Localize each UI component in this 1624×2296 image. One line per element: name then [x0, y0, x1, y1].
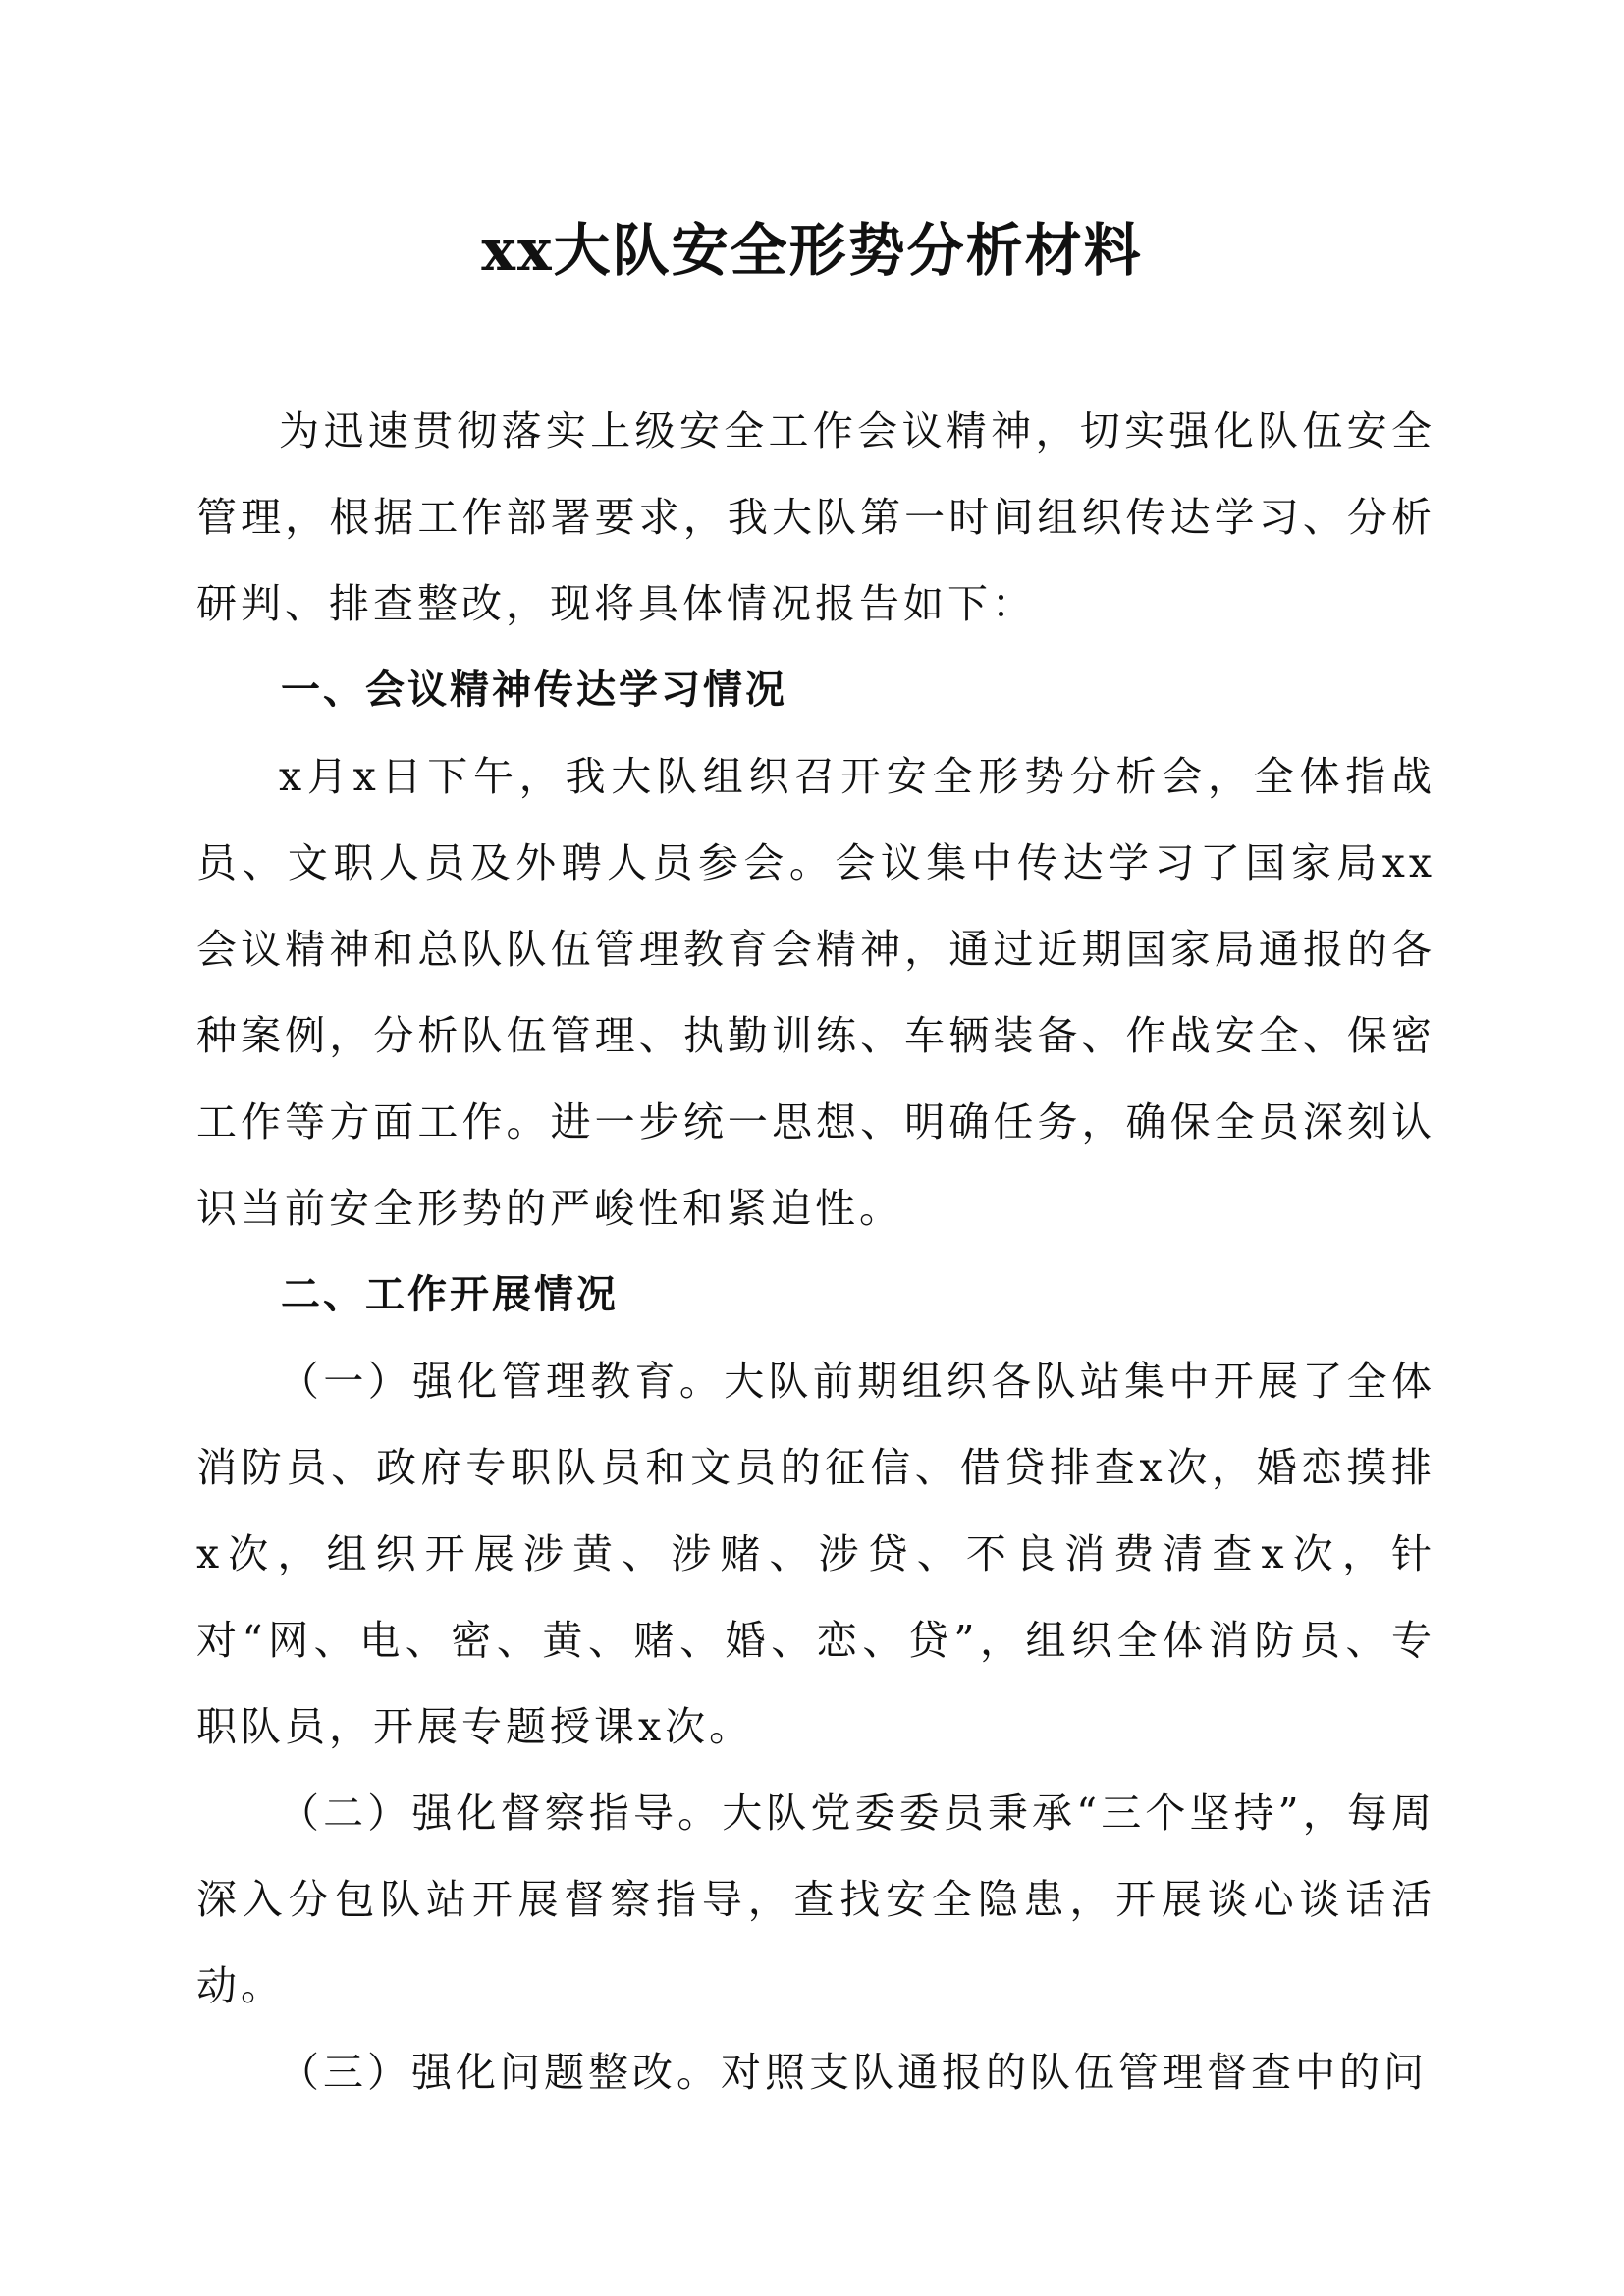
work-item-3-lead: （三）强化问题整改。: [279, 2049, 721, 2096]
work-item-3-text: 对照支队通报的队伍管理督查中的问: [721, 2049, 1428, 2096]
work-item-2-lead: （二）强化督察指导。: [279, 1789, 723, 1837]
work-item-1-text: 大队前期组织各队站集中开展了全体消防员、政府专职队员和文员的征信、借贷排查x次，婚恋摸排x次，组织开展涉黄、涉赌、涉贷、不良消费清查x次，针对“网、电、密、黄、赌、婚、恋、贷”，组织全体消防员、专职队员，开展专题授课x次。: [196, 1358, 1436, 1750]
work-item-3: [196, 2029, 1435, 2115]
work-item-1: [196, 1338, 1435, 1770]
intro-paragraph: 为迅速贯彻落实上级安全工作会议精神，切实强化队伍安全管理，根据工作部署要求，我大队第一时间组织传达学习、分析研判、排查整改，现将具体情况报告如下：: [196, 407, 1435, 627]
work-item-2-text: 大队党委委员秉承“三个坚持”，每周深入分包队站开展督察指导，查找安全隐患，开展谈心谈话活动。: [196, 1789, 1436, 2009]
section1-paragraph: x月x日下午，我大队组织召开安全形势分析会，全体指战员、文职人员及外聘人员参会。会议集中传达学习了国家局xx会议精神和总队队伍管理教育会精神，通过近期国家局通报的各种案例，分析队伍管理、执勤训练、车辆装备、作战安全、保密工作等方面工作。进一步统一思想、明确任务，确保全员深刻认识当前安全形势的严峻性和紧迫性。: [196, 753, 1435, 1232]
work-item-2: [196, 1770, 1435, 2029]
document-title: xx大队安全形势分析材料: [481, 217, 1143, 284]
section-heading-2: 二、工作开展情况: [281, 1272, 619, 1317]
section-heading-1: 一、会议精神传达学习情况: [281, 667, 787, 713]
work-item-1-lead: （一）强化管理教育。: [279, 1358, 725, 1405]
document-body: [196, 388, 1435, 2115]
